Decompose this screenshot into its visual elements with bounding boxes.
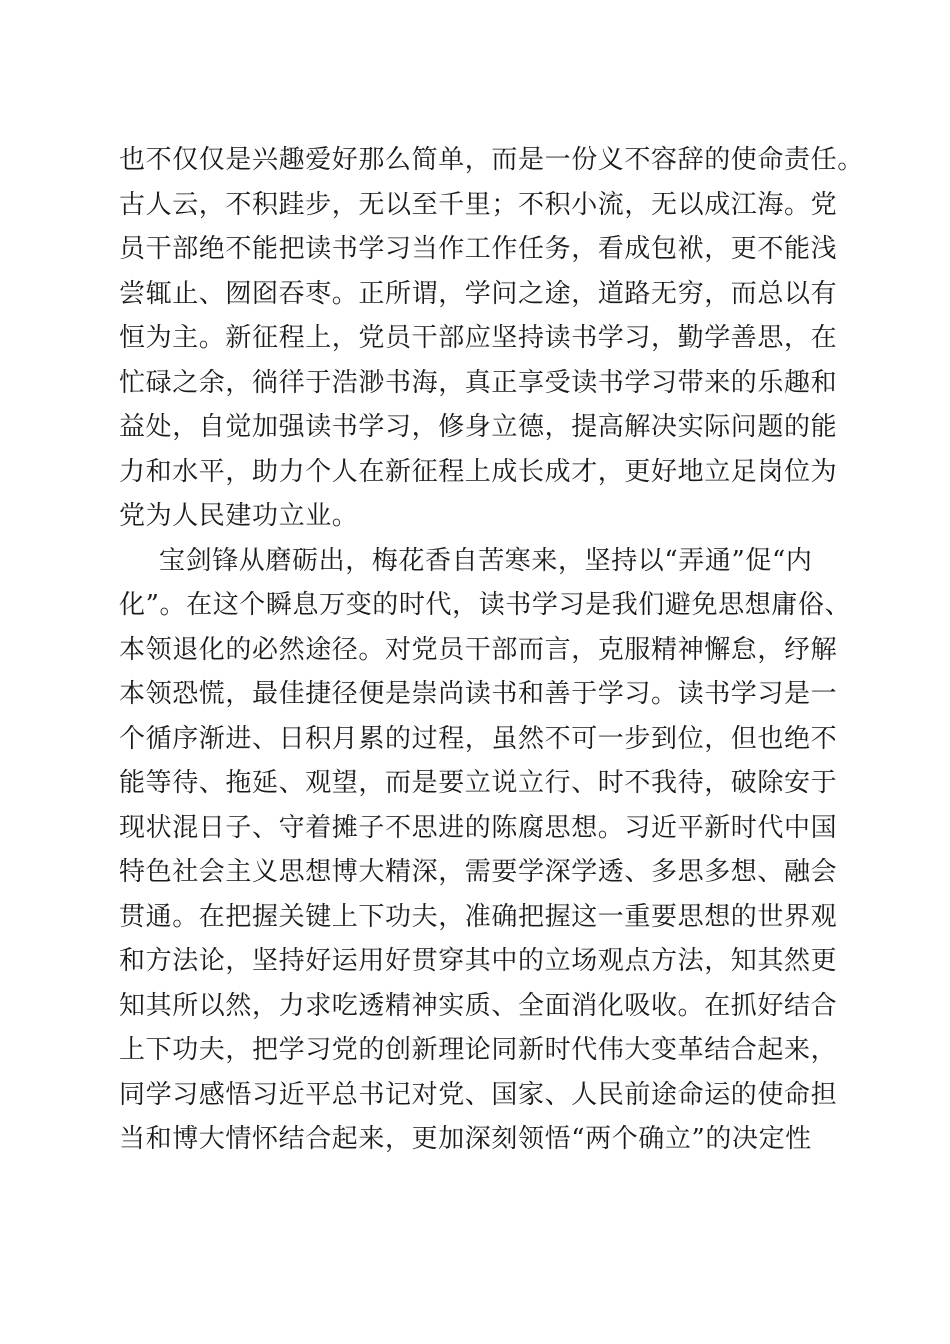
text-line-22: 同学习感悟习近平总书记对党、国家、人民前途命运的使命担: [119, 1079, 838, 1110]
body-text: [119, 138, 864, 1162]
text-line-12: 本领退化的必然途径。对党员干部而言，克服精神懈怠，纾解: [119, 634, 838, 665]
text-line-5: 恒为主。新征程上，党员干部应坚持读书学习，勤学善思，在: [119, 323, 838, 353]
text-line-16: 现状混日子、守着摊子不思进的陈腐思想。习近平新时代中国: [119, 812, 838, 843]
text-line-2: 古人云，不积跬步，无以至千里；不积小流，无以成江海。党: [119, 189, 838, 220]
text-line-7: 益处，自觉加强读书学习，修身立德，提高解决实际问题的能: [119, 412, 838, 442]
text-line-21: 上下功夫，把学习党的创新理论同新时代伟大变革结合起来，: [119, 1035, 838, 1065]
text-line-14: 个循序渐进、日积月累的过程，虽然不可一步到位，但也绝不: [119, 723, 838, 754]
text-line-4: 尝辄止、囫囵吞枣。正所谓，学问之途，道路无穷，而总以有: [119, 278, 838, 309]
text-line-15: 能等待、拖延、观望，而是要立说立行、时不我待，破除安于: [119, 768, 838, 798]
text-line-9: 党为人民建功立业。: [119, 501, 359, 531]
text-line-20: 知其所以然，力求吃透精神实质、全面消化吸收。在抓好结合: [119, 990, 838, 1021]
text-line-23: 当和博大情怀结合起来，更加深刻领悟“两个确立”的决定性: [119, 1124, 812, 1154]
text-line-1: 也不仅仅是兴趣爱好那么简单，而是一份义不容辞的使命责任。: [119, 145, 864, 175]
text-line-13: 本领恐慌，最佳捷径便是崇尚读书和善于学习。读书学习是一: [119, 679, 838, 709]
text-line-19: 和方法论，坚持好运用好贯穿其中的立场观点方法，知其然更: [119, 946, 838, 976]
text-line-17: 特色社会主义思想博大精深，需要学深学透、多思多想、融会: [119, 857, 838, 887]
text-line-8: 力和水平，助力个人在新征程上成长成才，更好地立足岗位为: [119, 456, 838, 487]
text-line-18: 贯通。在把握关键上下功夫，准确把握这一重要思想的世界观: [119, 901, 838, 932]
paragraph-start-line: 宝剑锋从磨砺出，梅花香自苦寒来，坚持以“弄通”促“内: [159, 545, 813, 576]
text-line-3: 员干部绝不能把读书学习当作工作任务，看成包袱，更不能浅: [119, 234, 838, 264]
text-line-6: 忙碌之余，徜徉于浩渺书海，真正享受读书学习带来的乐趣和: [119, 367, 838, 398]
text-line-11: 化”。在这个瞬息万变的时代，读书学习是我们避免思想庸俗、: [119, 590, 852, 620]
